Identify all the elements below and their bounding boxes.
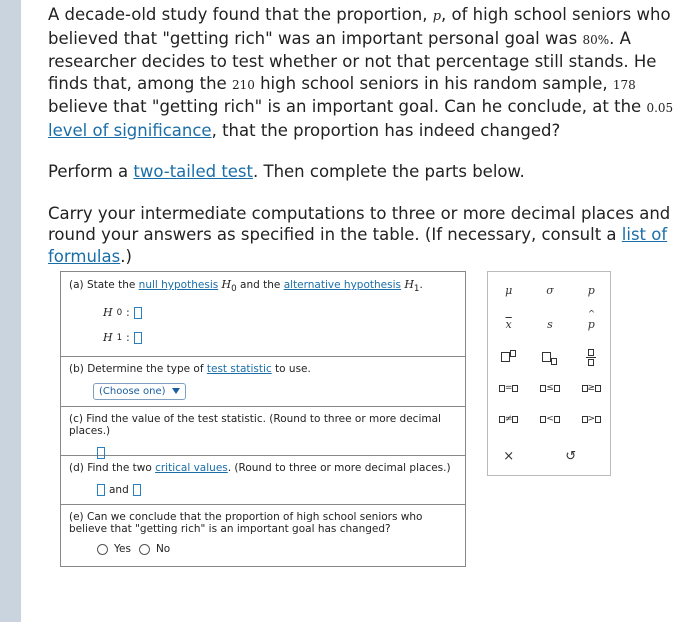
greater-equal-button[interactable]: ≥ bbox=[571, 376, 612, 400]
close-icon: × bbox=[503, 448, 515, 464]
undo-icon: ↺ bbox=[565, 448, 577, 464]
mu-button[interactable]: μ bbox=[505, 283, 513, 297]
palette-row-2 bbox=[488, 309, 612, 336]
problem-paragraph-2: Perform a two-tailed test. Then complete the parts below. bbox=[48, 162, 525, 181]
h0-line: H 0 : bbox=[103, 306, 457, 319]
null-hypothesis-link[interactable]: null hypothesis bbox=[138, 279, 219, 291]
critical-value-2-input[interactable] bbox=[133, 484, 141, 496]
part-d-row: (d) Find the two critical values. (Round to three or more decimal places.) and bbox=[61, 456, 465, 505]
greater-than-button[interactable]: > bbox=[571, 407, 612, 431]
square-icon bbox=[542, 352, 551, 362]
palette-row-1 bbox=[488, 278, 612, 302]
part-a-row bbox=[61, 272, 465, 357]
subscript-button[interactable] bbox=[529, 345, 570, 369]
subscript-square-icon bbox=[551, 358, 557, 365]
no-radio[interactable] bbox=[139, 544, 150, 555]
square-icon bbox=[501, 352, 510, 362]
part-e-prompt: (e) Can we conclude that the proportion of high school seniors who believe that "getting rich" is an important goal has changed? bbox=[69, 511, 423, 535]
problem-paragraph-3: Carry your intermediate computations to three or more decimal places and round your answers as specified in the table. (If necessary, consult a list of formulas.) bbox=[48, 203, 671, 266]
less-equal-button[interactable]: ≤ bbox=[529, 376, 570, 400]
part-c-prompt: (c) Find the value of the test statistic. (Round to three or more decimal places.) bbox=[69, 413, 441, 437]
problem-text bbox=[48, 4, 678, 267]
test-statistic-input[interactable] bbox=[97, 447, 105, 459]
list-of-formulas-link[interactable]: list of formulas bbox=[48, 225, 668, 266]
symbol-palette bbox=[487, 271, 611, 476]
less-than-button[interactable]: < bbox=[529, 407, 570, 431]
part-a-prompt: (a) State the null hypothesis $H_0$ and the alternative hypothesis $H_1$. bbox=[69, 278, 423, 295]
superscript-button[interactable] bbox=[488, 345, 529, 369]
left-edge-bar bbox=[0, 0, 21, 622]
level-of-significance-link[interactable]: level of significance bbox=[48, 120, 212, 140]
superscript-square-icon bbox=[510, 350, 516, 357]
part-e-row: (e) Can we conclude that the proportion of high school seniors who believe that "getting rich" is an important goal has changed? Yes No bbox=[61, 505, 465, 566]
h1-line: H 1 : bbox=[103, 331, 457, 344]
critical-values-link[interactable]: critical values bbox=[155, 462, 228, 474]
h0-input[interactable] bbox=[134, 307, 142, 319]
xbar-button[interactable]: $\overline{x}$ bbox=[505, 317, 512, 331]
part-c-row bbox=[61, 407, 465, 456]
not-equal-button[interactable]: ≠ bbox=[488, 407, 529, 431]
equals-button[interactable]: = bbox=[488, 376, 529, 400]
test-statistic-link[interactable]: test statistic bbox=[206, 363, 272, 375]
yes-radio[interactable] bbox=[97, 544, 108, 555]
denominator-square-icon bbox=[588, 359, 594, 366]
part-d-prompt: (d) Find the two critical values. (Round to three or more decimal places.) bbox=[69, 462, 451, 474]
two-tailed-test-link[interactable]: two-tailed test bbox=[133, 162, 253, 181]
alternative-hypothesis-link[interactable]: alternative hypothesis bbox=[283, 279, 401, 291]
critical-value-1-input[interactable] bbox=[97, 484, 105, 496]
answer-table bbox=[60, 271, 466, 567]
h1-input[interactable] bbox=[134, 332, 142, 344]
fraction-button[interactable] bbox=[571, 345, 612, 369]
palette-row-3 bbox=[488, 345, 612, 369]
palette-row-6 bbox=[488, 444, 612, 468]
problem-paragraph-1: A decade-old study found that the proportion, p, of high school seniors who believed that "getting rich" was an important personal goal was 80%. A researcher decides to test whether or not that percentage still stands. He finds that, among the 210 high school seniors in his random sample, 178 believe that "getting rich" is an important goal. Can he conclude, at the 0.05 level of significance, that the proportion has indeed changed? bbox=[48, 5, 674, 140]
test-statistic-dropdown[interactable]: (Choose one) bbox=[93, 383, 186, 400]
dropdown-arrow-icon bbox=[172, 388, 180, 394]
p-button[interactable]: p bbox=[587, 283, 595, 297]
clear-button[interactable] bbox=[488, 444, 529, 468]
sigma-button[interactable]: σ bbox=[546, 283, 554, 297]
s-button[interactable]: s bbox=[547, 317, 553, 331]
part-b-prompt: (b) Determine the type of test statistic to use. bbox=[69, 363, 311, 375]
phat-button[interactable]: ^ p bbox=[587, 309, 596, 331]
palette-row-5 bbox=[488, 407, 612, 431]
numerator-square-icon bbox=[588, 349, 594, 356]
part-b-row bbox=[61, 357, 465, 407]
undo-button[interactable] bbox=[529, 444, 612, 468]
palette-row-4 bbox=[488, 376, 612, 400]
